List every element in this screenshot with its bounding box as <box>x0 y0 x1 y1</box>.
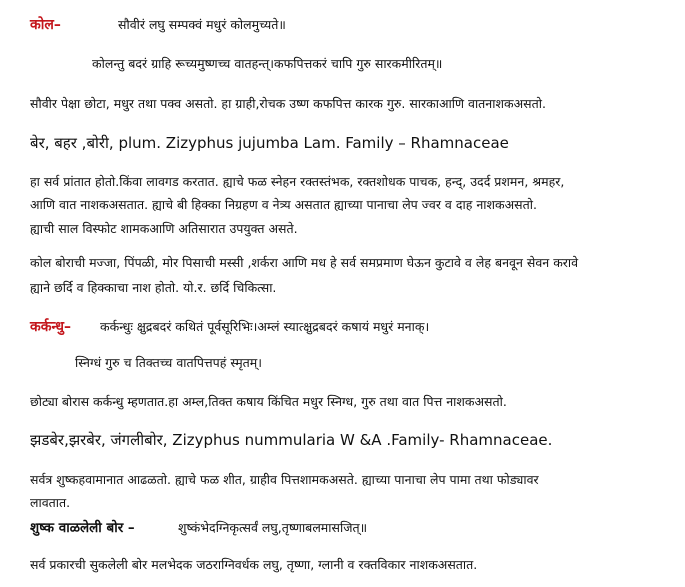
kol-para2-line1: कोल बोराची मज्जा, पिंपळी, मोर पिसाची मस्सी ,शर्करा आणि मध हे सर्व समप्रमाण घेऊन कुटावे व लेह बनवून सेवन करावे <box>30 255 579 270</box>
kol-para1-line1: हा सर्व प्रांतात होतो.किंवा लावगड करतात. ह्याचे फळ स्नेहन रक्तस्तंभक, रक्तशोधक पाचक, हन्द्, उदर्द प्रशमन, श्रमहर, <box>30 174 565 189</box>
dried-berry-heading: शुष्क वाळलेली बोर – <box>30 520 135 536</box>
karkandhu-verse-1: कर्कन्धुः क्षुद्रबदरं कथितं पूर्वसूरिभिः।अम्लं स्यात्क्षुद्रबदरं कषायं मधुरं मनाक्। <box>100 319 430 334</box>
dried-berry-description: सर्व प्रकारची सुकलेली बोर मलभेदक जठराग्निवर्धक लघु, तृष्णा, ग्लानी व रक्तविकार नाशकअसतात. <box>30 557 478 572</box>
karkandhu-para-line2: लावतात. <box>30 495 71 510</box>
kol-verse-2: कोलन्तु बदरं ग्राहि रूच्यमुष्णच्च वातहन्त्।कफपित्तकरं चापि गुरु सारकमीरितम्॥ <box>92 56 443 71</box>
kol-heading: कोल– <box>30 17 61 33</box>
dried-berry-verse: शुष्कंभेदग्निकृत्सर्वं लघु,तृष्णाबलमासजित्॥ <box>178 520 368 535</box>
kol-para2-line2: ह्याने छर्दि व हिक्काचा नाश होतो. यो.र. छर्दि चिकित्सा. <box>30 280 277 295</box>
kol-verse-1: सौवीरं लघु सम्पक्वं मधुरं कोलमुच्यते॥ <box>118 17 286 32</box>
kol-para1-line2: आणि वात नाशकअसतात. ह्याचे बी हिक्का निग्रहण व नेत्र्य असतात ह्याच्या पानाचा लेप ज्वर व दाह नाशकअसतो. <box>30 197 537 212</box>
kol-para1-line3: ह्याची साल विस्फोट शामकआणि अतिसारात उपयुक्त असते. <box>30 221 298 236</box>
karkandhu-description: छोट्या बोरास कर्कन्धु म्हणतात.हा अम्ल,तिक्त कषाय किंचित मधुर स्निग्ध, गुरु तथा वात पित्त नाशकअसतो. <box>30 394 507 409</box>
karkandhu-common-names: झडबेर,झरबेर, जंगलीबोर, Zizyphus nummularia W &A .Family- Rhamnaceae. <box>30 431 553 449</box>
karkandhu-para-line1: सर्वत्र शुष्कहवामानात आढळतो. ह्याचे फळ शीत, ग्राहीव पित्तशामकअसते. ह्याच्या पानाचा लेप पामा तथा फोड्यावर <box>30 472 539 487</box>
karkandhu-heading: कर्कन्धु– <box>30 319 71 335</box>
kol-description: सौवीर पेक्षा छोटा, मधुर तथा पक्व असतो. हा ग्राही,रोचक उष्ण कफपित्त कारक गुरु. सारकाआणि वातनाशकअसतो. <box>30 96 546 111</box>
karkandhu-verse-2: स्निग्धं गुरु च तिक्तच्च वातपित्तपहं स्मृतम्। <box>75 355 263 370</box>
kol-common-names: बेर, बहर ,बोरी, plum. Zizyphus jujumba Lam. Family – Rhamnaceae <box>30 134 509 152</box>
